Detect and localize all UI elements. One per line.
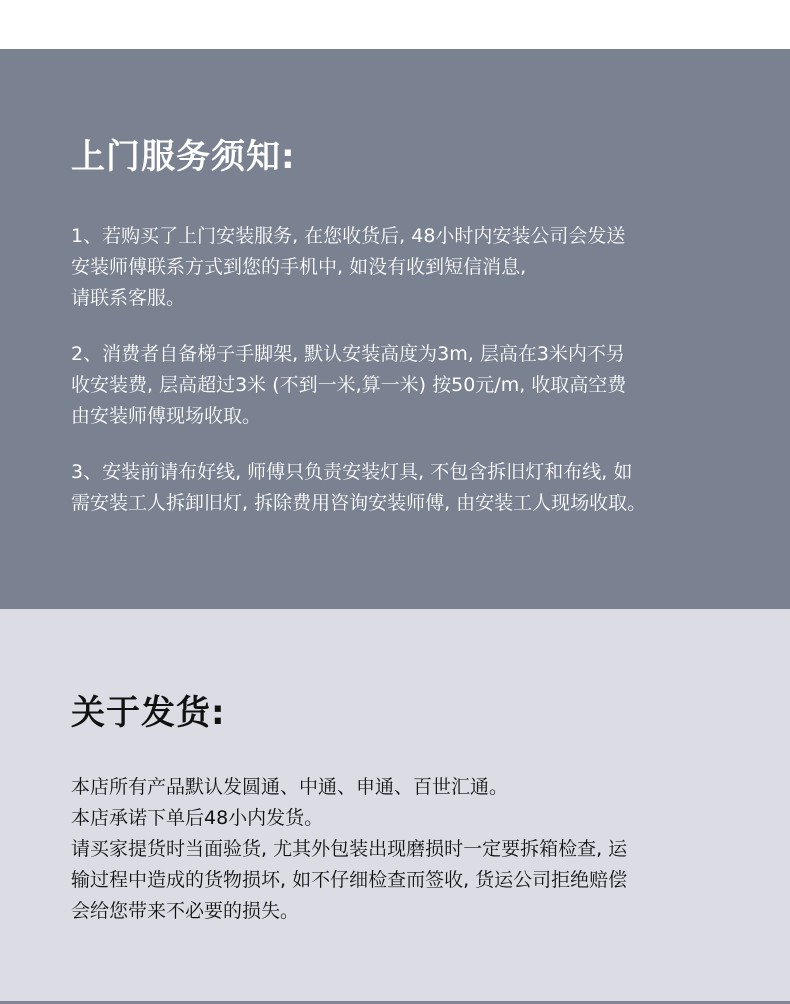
install-item-3 bbox=[71, 457, 761, 519]
install-item-1-line-2: 安装师傅联系方式到您的手机中, 如没有收到短信消息, bbox=[71, 256, 527, 278]
shipping-line-2: 本店承诺下单后48小内发货。 bbox=[71, 807, 324, 829]
install-item-1-line-1: 1、若购买了上门安装服务, 在您收货后, 48小时内安装公司会发送 bbox=[71, 225, 626, 247]
shipping-line-5: 会给您带来不必要的损失。 bbox=[71, 900, 300, 922]
install-item-3-line-1: 3、安装前请布好线, 师傅只负责安装灯具, 不包含拆旧灯和布线, 如 bbox=[71, 461, 633, 483]
shipping-line-3: 请买家提货时当面验货, 尤其外包装出现磨损时一定要拆箱检查, 运 bbox=[71, 838, 628, 860]
shipping-section bbox=[0, 609, 790, 1001]
install-service-title: 上门服务须知: bbox=[71, 137, 296, 177]
install-item-2-line-1: 2、消费者自备梯子手脚架, 默认安装高度为3m, 层高在3米内不另 bbox=[71, 343, 625, 365]
install-item-2-line-3: 由安装师傅现场收取。 bbox=[71, 405, 262, 427]
install-item-3-line-2: 需安装工人拆卸旧灯, 拆除费用咨询安装师傅, 由安装工人现场收取。 bbox=[71, 492, 647, 514]
install-item-2 bbox=[71, 339, 761, 432]
shipping-title: 关于发货: bbox=[71, 693, 226, 733]
shipping-body bbox=[71, 772, 761, 927]
install-item-1 bbox=[71, 221, 761, 314]
install-item-1-line-3: 请联系客服。 bbox=[71, 287, 186, 309]
shipping-line-1: 本店所有产品默认发圆通、中通、申通、百世汇通。 bbox=[71, 776, 509, 798]
shipping-line-4: 输过程中造成的货物损坏, 如不仔细检查而签收, 货运公司拒绝赔偿 bbox=[71, 869, 628, 891]
install-item-2-line-2: 收安装费, 层高超过3米 (不到一米,算一米) 按50元/m, 收取高空费 bbox=[71, 374, 627, 396]
top-blank-strip bbox=[0, 0, 790, 49]
install-service-section bbox=[0, 49, 790, 609]
